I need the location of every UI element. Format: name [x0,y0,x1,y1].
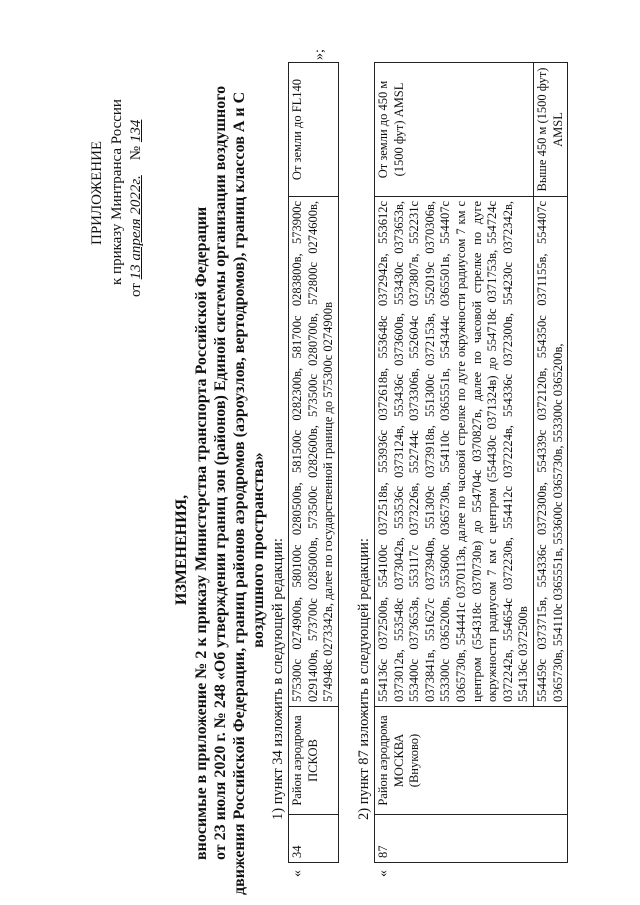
date-prefix: от [128,283,144,297]
row-coordinates: 575300с 0274900в, 580100с 0280500в, 581500с 0282300в, 581700с 0283800в, 573900с 0291400в, 573700с 0285000в, 573500с 0282600в, 573500с 0280700в, 572800с 0274600в, 574948с 0273342в, далее по государственной границе до 575300с 0274900в [289,197,339,707]
number-prefix: № [128,145,144,161]
appendix-date-line [127,120,145,297]
changes-heading: ИЗМЕНЕНИЯ, [173,494,190,606]
row-coordinates: 554459с 0373715в, 554336с 0372300в, 554339с 0372120в, 554350с 0371155в, 554407с 0365730в, 554110с 0365551в, 553600с 0365730в, 553300с 0365200в, [533,197,567,707]
date-value: 13 апреля 2022г. [128,175,144,280]
row-altitude: От земли до 450 м (1500 фут) AMSL [375,63,534,197]
table-row [289,63,339,863]
row-number: 87 [375,815,568,863]
section1-open-quote: « [290,870,305,877]
number-value: 134 [128,119,144,143]
section2-intro: 2) пункт 87 изложить в следующей редакции: [356,538,372,820]
row-altitude: Выше 450 м (1500 фут) AMSL [533,63,567,197]
row-number: 34 [289,815,339,863]
row-altitude: От земли до FL140 [289,63,339,197]
changes-subheading-4: воздушного пространства» [250,452,267,648]
table-row [375,63,534,863]
section1-table [288,62,339,863]
section1-intro: 1) пункт 34 изложить в следующей редакции: [270,538,286,820]
section2-table [374,62,568,863]
appendix-order-line: к приказу Минтранса России [109,99,125,285]
row-aerodrome-name: Район аэродрома МОСКВА (Внуково) [375,707,568,815]
row-aerodrome-name: Район аэродрома ПСКОВ [289,707,339,815]
section2-open-quote: « [376,870,391,877]
changes-subheading-1: вносимые в приложение № 2 к приказу Министерства транспорта Российской Федерации [193,206,210,860]
changes-subheading-3: движения Российской Федерации, границ районов аэродромов (аэроузлов, вертодромов), границ классов А и С [231,91,248,895]
row-coordinates: 554136с 0372500в, 554100с 0372518в, 553936с 0372618в, 553648с 0372942в, 553612с 0373012в, 553548с 0373042в, 553536с 0373124в, 553436с 0373600в, 553430с 0373653в, 553400с 0373653в, 553117с 0373226в, 552744с 0373306в, 552604с 0373807в, 552231с 0373841в, 551627с 0373940в, 551309с 0373918в, 551300с 0372153в, 552019с 0370306в, 553300с 0365200в, 553600с 0365730в, 554110с 0365551в, 554344с 0365501в, 554407с 0365730в, 554441с 0370113в, далее по часовой стрелке по дуге окружности радиусом 7 км с центром (554318с 0370730в) до 554704с 0370827в, далее по часовой стрелке по дуге окружности радиусом 7 км с центром (554430с 0371324в) до 554718с 0371753в, 554724с 0372242в, 554654с 0372230в, 554412с 0372224в, 554336с 0372300в, 554230с 0372342в, 554136с 0372500в [375,197,534,707]
changes-subheading-2: от 23 июля 2020 г. № 248 «Об утверждении границ зон (районов) Единой системы организации воздушного [212,85,229,860]
appendix-title: ПРИЛОЖЕНИЕ [89,140,105,245]
section1-close-quote: »; [312,49,327,60]
